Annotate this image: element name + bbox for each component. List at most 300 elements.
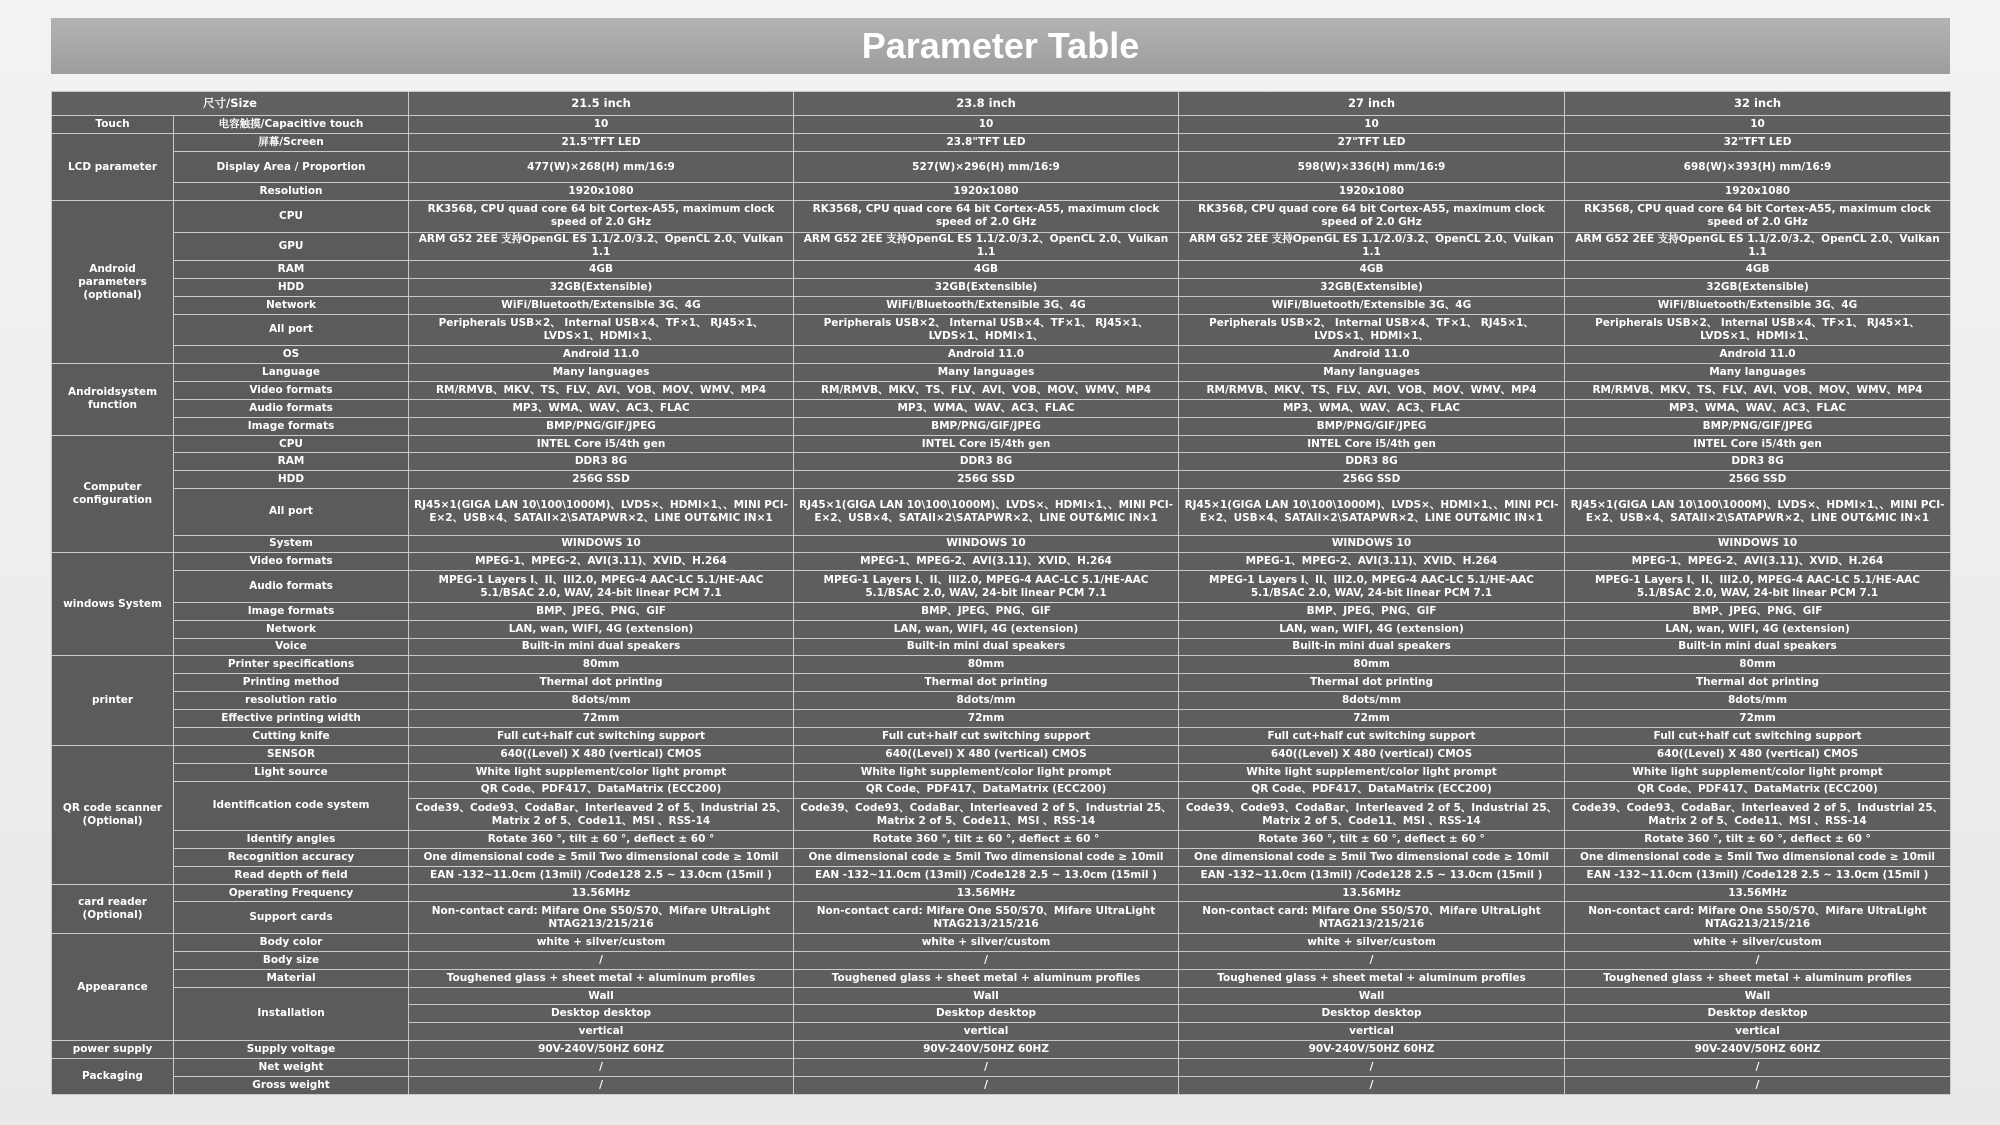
value-cell: Desktop desktop: [1565, 1005, 1951, 1023]
table-row: [52, 364, 1951, 382]
table-row: [52, 1059, 1951, 1077]
value-cell: MP3、WMA、WAV、AC3、FLAC: [409, 399, 794, 417]
table-row: [52, 830, 1951, 848]
value-cell: Wall: [409, 987, 794, 1005]
parameter-table-wrapper: [51, 91, 1950, 1095]
value-cell: vertical: [409, 1023, 794, 1041]
value-cell: WINDOWS 10: [1565, 535, 1951, 553]
category-cell: LCD parameter: [52, 133, 174, 200]
parameter-cell: Image formats: [174, 417, 409, 435]
value-cell: Peripherals USB×2、 Internal USB×4、TF×1、 RJ45×1、 LVDS×1、HDMI×1、: [1565, 314, 1951, 346]
value-cell: LAN, wan, WIFI, 4G (extension): [1565, 620, 1951, 638]
parameter-cell: System: [174, 535, 409, 553]
value-cell: ARM G52 2EE 支持OpenGL ES 1.1/2.0/3.2、OpenCL 2.0、Vulkan 1.1: [1179, 232, 1565, 260]
value-cell: Toughened glass + sheet metal + aluminum profiles: [794, 969, 1179, 987]
table-row: [52, 346, 1951, 364]
table-row: [52, 727, 1951, 745]
value-cell: Rotate 360 °, tilt ± 60 °, deflect ± 60 °: [409, 830, 794, 848]
value-cell: 1920x1080: [794, 183, 1179, 201]
value-cell: 80mm: [794, 656, 1179, 674]
value-cell: QR Code、PDF417、DataMatrix (ECC200): [1565, 781, 1951, 799]
parameter-cell: GPU: [174, 232, 409, 260]
value-cell: 256G SSD: [1565, 471, 1951, 489]
value-cell: Android 11.0: [794, 346, 1179, 364]
parameter-cell: 电容触摸/Capacitive touch: [174, 116, 409, 134]
table-row: [52, 987, 1951, 1005]
value-cell: 4GB: [794, 261, 1179, 279]
value-cell: white + silver/custom: [794, 933, 1179, 951]
table-row: [52, 1076, 1951, 1094]
table-row: [52, 674, 1951, 692]
table-row: [52, 692, 1951, 710]
value-cell: Rotate 360 °, tilt ± 60 °, deflect ± 60 °: [794, 830, 1179, 848]
value-cell: Android 11.0: [1179, 346, 1565, 364]
value-cell: Desktop desktop: [794, 1005, 1179, 1023]
value-cell: One dimensional code ≥ 5mil Two dimensional code ≥ 10mil: [1179, 848, 1565, 866]
value-cell: /: [409, 1076, 794, 1094]
table-row: [52, 381, 1951, 399]
value-cell: Many languages: [794, 364, 1179, 382]
value-cell: WINDOWS 10: [409, 535, 794, 553]
parameter-table: [51, 91, 1951, 1095]
value-cell: Full cut+half cut switching support: [794, 727, 1179, 745]
value-cell: /: [1179, 1059, 1565, 1077]
parameter-cell: CPU: [174, 201, 409, 233]
value-cell: WiFi/Bluetooth/Extensible 3G、4G: [409, 296, 794, 314]
value-cell: white + silver/custom: [1565, 933, 1951, 951]
parameter-cell: RAM: [174, 261, 409, 279]
table-row: [52, 745, 1951, 763]
size-column-header: 23.8 inch: [794, 92, 1179, 116]
parameter-cell: Image formats: [174, 602, 409, 620]
value-cell: white + silver/custom: [409, 933, 794, 951]
value-cell: white + silver/custom: [1179, 933, 1565, 951]
category-cell: Packaging: [52, 1059, 174, 1095]
value-cell: 32GB(Extensible): [794, 278, 1179, 296]
value-cell: Code39、Code93、CodaBar、Interleaved 2 of 5、Industrial 25、Matrix 2 of 5、Code11、MSI 、RSS-14: [409, 799, 794, 831]
parameter-cell: Gross weight: [174, 1076, 409, 1094]
table-row: [52, 116, 1951, 134]
value-cell: MP3、WMA、WAV、AC3、FLAC: [1179, 399, 1565, 417]
value-cell: 90V-240V/50HZ 60HZ: [1565, 1041, 1951, 1059]
category-cell: Touch: [52, 116, 174, 134]
value-cell: WiFi/Bluetooth/Extensible 3G、4G: [1565, 296, 1951, 314]
value-cell: Many languages: [1565, 364, 1951, 382]
value-cell: BMP、JPEG、PNG、GIF: [1565, 602, 1951, 620]
value-cell: ARM G52 2EE 支持OpenGL ES 1.1/2.0/3.2、OpenCL 2.0、Vulkan 1.1: [409, 232, 794, 260]
value-cell: DDR3 8G: [1179, 453, 1565, 471]
value-cell: MPEG-1、MPEG-2、AVI(3.11)、XVID、H.264: [409, 553, 794, 571]
value-cell: INTEL Core i5/4th gen: [794, 435, 1179, 453]
value-cell: Toughened glass + sheet metal + aluminum profiles: [1565, 969, 1951, 987]
table-row: [52, 151, 1951, 183]
parameter-cell: Support cards: [174, 902, 409, 934]
value-cell: BMP/PNG/GIF/JPEG: [1565, 417, 1951, 435]
value-cell: 10: [409, 116, 794, 134]
value-cell: 598(W)×336(H) mm/16:9: [1179, 151, 1565, 183]
table-row: [52, 1041, 1951, 1059]
parameter-cell: Cutting knife: [174, 727, 409, 745]
value-cell: INTEL Core i5/4th gen: [1179, 435, 1565, 453]
value-cell: 8dots/mm: [1565, 692, 1951, 710]
table-row: [52, 848, 1951, 866]
value-cell: INTEL Core i5/4th gen: [1565, 435, 1951, 453]
value-cell: 640((Level) X 480 (vertical) CMOS: [1179, 745, 1565, 763]
value-cell: 10: [1179, 116, 1565, 134]
value-cell: One dimensional code ≥ 5mil Two dimensional code ≥ 10mil: [1565, 848, 1951, 866]
size-column-header: 27 inch: [1179, 92, 1565, 116]
parameter-cell: Network: [174, 296, 409, 314]
value-cell: 477(W)×268(H) mm/16:9: [409, 151, 794, 183]
value-cell: MPEG-1 Layers I、II、III2.0, MPEG-4 AAC-LC 5.1/HE-AAC 5.1/BSAC 2.0, WAV, 24-bit linear PCM 7.1: [1179, 571, 1565, 603]
value-cell: 32GB(Extensible): [1179, 278, 1565, 296]
value-cell: Non-contact card: Mifare One S50/S70、Mifare UltraLight NTAG213/215/216: [1179, 902, 1565, 934]
category-cell: Appearance: [52, 933, 174, 1040]
parameter-cell: resolution ratio: [174, 692, 409, 710]
value-cell: vertical: [1179, 1023, 1565, 1041]
value-cell: vertical: [794, 1023, 1179, 1041]
value-cell: /: [1179, 951, 1565, 969]
table-row: [52, 183, 1951, 201]
value-cell: 32GB(Extensible): [409, 278, 794, 296]
value-cell: QR Code、PDF417、DataMatrix (ECC200): [794, 781, 1179, 799]
table-row: [52, 763, 1951, 781]
value-cell: Wall: [1179, 987, 1565, 1005]
table-row: [52, 232, 1951, 260]
value-cell: 21.5"TFT LED: [409, 133, 794, 151]
parameter-cell: Body size: [174, 951, 409, 969]
value-cell: Wall: [1565, 987, 1951, 1005]
value-cell: WiFi/Bluetooth/Extensible 3G、4G: [794, 296, 1179, 314]
value-cell: 527(W)×296(H) mm/16:9: [794, 151, 1179, 183]
value-cell: 13.56MHz: [409, 884, 794, 902]
value-cell: 8dots/mm: [794, 692, 1179, 710]
parameter-cell: HDD: [174, 278, 409, 296]
value-cell: Built-in mini dual speakers: [1179, 638, 1565, 656]
parameter-cell: Display Area / Proportion: [174, 151, 409, 183]
value-cell: MPEG-1、MPEG-2、AVI(3.11)、XVID、H.264: [794, 553, 1179, 571]
value-cell: Code39、Code93、CodaBar、Interleaved 2 of 5、Industrial 25、Matrix 2 of 5、Code11、MSI 、RSS-14: [794, 799, 1179, 831]
category-cell: card reader (Optional): [52, 884, 174, 933]
value-cell: LAN, wan, WIFI, 4G (extension): [1179, 620, 1565, 638]
value-cell: /: [1179, 1076, 1565, 1094]
value-cell: DDR3 8G: [1565, 453, 1951, 471]
parameter-cell: Effective printing width: [174, 710, 409, 728]
parameter-cell: Video formats: [174, 381, 409, 399]
value-cell: Toughened glass + sheet metal + aluminum profiles: [409, 969, 794, 987]
value-cell: 8dots/mm: [1179, 692, 1565, 710]
table-row: [52, 884, 1951, 902]
header-row: [52, 92, 1951, 116]
value-cell: Built-in mini dual speakers: [1565, 638, 1951, 656]
size-column-header: 21.5 inch: [409, 92, 794, 116]
parameter-cell: All port: [174, 489, 409, 535]
value-cell: RM/RMVB、MKV、TS、FLV、AVI、VOB、MOV、WMV、MP4: [409, 381, 794, 399]
value-cell: 10: [1565, 116, 1951, 134]
value-cell: 256G SSD: [409, 471, 794, 489]
value-cell: DDR3 8G: [409, 453, 794, 471]
parameter-cell: Network: [174, 620, 409, 638]
value-cell: BMP/PNG/GIF/JPEG: [1179, 417, 1565, 435]
value-cell: RK3568, CPU quad core 64 bit Cortex-A55, maximum clock speed of 2.0 GHz: [409, 201, 794, 233]
parameter-cell: Printing method: [174, 674, 409, 692]
table-row: [52, 278, 1951, 296]
table-row: [52, 656, 1951, 674]
value-cell: White light supplement/color light prompt: [1565, 763, 1951, 781]
value-cell: RJ45×1(GIGA LAN 10\100\1000M)、LVDS×、HDMI×1、、MINI PCI-E×2、USB×4、SATAII×2\SATAPWR×2、LINE OUT&MIC IN×1: [1179, 489, 1565, 535]
value-cell: DDR3 8G: [794, 453, 1179, 471]
table-body: [52, 116, 1951, 1095]
parameter-cell: Recognition accuracy: [174, 848, 409, 866]
parameter-cell: Audio formats: [174, 571, 409, 603]
table-row: [52, 453, 1951, 471]
table-row: [52, 710, 1951, 728]
value-cell: 72mm: [794, 710, 1179, 728]
table-row: [52, 489, 1951, 535]
value-cell: 72mm: [1565, 710, 1951, 728]
value-cell: RJ45×1(GIGA LAN 10\100\1000M)、LVDS×、HDMI×1、、MINI PCI-E×2、USB×4、SATAII×2\SATAPWR×2、LINE OUT&MIC IN×1: [409, 489, 794, 535]
parameter-cell: All port: [174, 314, 409, 346]
value-cell: RM/RMVB、MKV、TS、FLV、AVI、VOB、MOV、WMV、MP4: [794, 381, 1179, 399]
value-cell: One dimensional code ≥ 5mil Two dimensional code ≥ 10mil: [409, 848, 794, 866]
value-cell: EAN -132~11.0cm (13mil) /Code128 2.5 ~ 13.0cm (15mil ): [794, 866, 1179, 884]
value-cell: White light supplement/color light prompt: [1179, 763, 1565, 781]
value-cell: Peripherals USB×2、 Internal USB×4、TF×1、 RJ45×1、 LVDS×1、HDMI×1、: [794, 314, 1179, 346]
value-cell: One dimensional code ≥ 5mil Two dimensional code ≥ 10mil: [794, 848, 1179, 866]
value-cell: /: [794, 951, 1179, 969]
table-row: [52, 638, 1951, 656]
parameter-cell: RAM: [174, 453, 409, 471]
value-cell: 256G SSD: [794, 471, 1179, 489]
value-cell: MP3、WMA、WAV、AC3、FLAC: [794, 399, 1179, 417]
category-cell: Android parameters (optional): [52, 201, 174, 364]
value-cell: RM/RMVB、MKV、TS、FLV、AVI、VOB、MOV、WMV、MP4: [1565, 381, 1951, 399]
size-column-header: 32 inch: [1565, 92, 1951, 116]
value-cell: MPEG-1、MPEG-2、AVI(3.11)、XVID、H.264: [1179, 553, 1565, 571]
value-cell: WINDOWS 10: [1179, 535, 1565, 553]
page-title: Parameter Table: [51, 18, 1950, 74]
value-cell: /: [794, 1059, 1179, 1077]
parameter-cell: 屏幕/Screen: [174, 133, 409, 151]
parameter-cell: Operating Frequency: [174, 884, 409, 902]
value-cell: 13.56MHz: [1179, 884, 1565, 902]
category-cell: windows System: [52, 553, 174, 656]
value-cell: 1920x1080: [1565, 183, 1951, 201]
value-cell: Non-contact card: Mifare One S50/S70、Mifare UltraLight NTAG213/215/216: [794, 902, 1179, 934]
value-cell: /: [1565, 951, 1951, 969]
value-cell: 72mm: [409, 710, 794, 728]
value-cell: MPEG-1、MPEG-2、AVI(3.11)、XVID、H.264: [1565, 553, 1951, 571]
value-cell: White light supplement/color light prompt: [794, 763, 1179, 781]
parameter-cell: Video formats: [174, 553, 409, 571]
value-cell: 80mm: [409, 656, 794, 674]
value-cell: 32GB(Extensible): [1565, 278, 1951, 296]
category-cell: power supply: [52, 1041, 174, 1059]
value-cell: Peripherals USB×2、 Internal USB×4、TF×1、 RJ45×1、 LVDS×1、HDMI×1、: [409, 314, 794, 346]
value-cell: Non-contact card: Mifare One S50/S70、Mifare UltraLight NTAG213/215/216: [409, 902, 794, 934]
category-cell: Computer configuration: [52, 435, 174, 553]
table-row: [52, 417, 1951, 435]
table-row: [52, 553, 1951, 571]
parameter-cell: Language: [174, 364, 409, 382]
value-cell: Built-in mini dual speakers: [794, 638, 1179, 656]
value-cell: 698(W)×393(H) mm/16:9: [1565, 151, 1951, 183]
parameter-cell: Read depth of field: [174, 866, 409, 884]
table-row: [52, 602, 1951, 620]
value-cell: 72mm: [1179, 710, 1565, 728]
category-cell: Androidsystem function: [52, 364, 174, 436]
table-row: [52, 866, 1951, 884]
value-cell: Toughened glass + sheet metal + aluminum profiles: [1179, 969, 1565, 987]
value-cell: RK3568, CPU quad core 64 bit Cortex-A55, maximum clock speed of 2.0 GHz: [1565, 201, 1951, 233]
parameter-cell: Voice: [174, 638, 409, 656]
value-cell: MPEG-1 Layers I、II、III2.0, MPEG-4 AAC-LC 5.1/HE-AAC 5.1/BSAC 2.0, WAV, 24-bit linear PCM 7.1: [794, 571, 1179, 603]
value-cell: Thermal dot printing: [1565, 674, 1951, 692]
value-cell: 90V-240V/50HZ 60HZ: [1179, 1041, 1565, 1059]
value-cell: 640((Level) X 480 (vertical) CMOS: [409, 745, 794, 763]
table-row: [52, 435, 1951, 453]
value-cell: 10: [794, 116, 1179, 134]
table-row: [52, 571, 1951, 603]
value-cell: 27"TFT LED: [1179, 133, 1565, 151]
value-cell: Code39、Code93、CodaBar、Interleaved 2 of 5、Industrial 25、Matrix 2 of 5、Code11、MSI 、RSS-14: [1179, 799, 1565, 831]
value-cell: MPEG-1 Layers I、II、III2.0, MPEG-4 AAC-LC 5.1/HE-AAC 5.1/BSAC 2.0, WAV, 24-bit linear PCM 7.1: [1565, 571, 1951, 603]
parameter-cell: CPU: [174, 435, 409, 453]
value-cell: 640((Level) X 480 (vertical) CMOS: [1565, 745, 1951, 763]
value-cell: vertical: [1565, 1023, 1951, 1041]
table-row: [52, 933, 1951, 951]
parameter-cell: HDD: [174, 471, 409, 489]
value-cell: BMP/PNG/GIF/JPEG: [794, 417, 1179, 435]
value-cell: BMP、JPEG、PNG、GIF: [794, 602, 1179, 620]
table-row: [52, 535, 1951, 553]
value-cell: 4GB: [1565, 261, 1951, 279]
value-cell: Peripherals USB×2、 Internal USB×4、TF×1、 RJ45×1、 LVDS×1、HDMI×1、: [1179, 314, 1565, 346]
value-cell: QR Code、PDF417、DataMatrix (ECC200): [1179, 781, 1565, 799]
value-cell: 256G SSD: [1179, 471, 1565, 489]
value-cell: Code39、Code93、CodaBar、Interleaved 2 of 5、Industrial 25、Matrix 2 of 5、Code11、MSI 、RSS-14: [1565, 799, 1951, 831]
value-cell: QR Code、PDF417、DataMatrix (ECC200): [409, 781, 794, 799]
parameter-cell: Supply voltage: [174, 1041, 409, 1059]
value-cell: Full cut+half cut switching support: [1179, 727, 1565, 745]
value-cell: Many languages: [1179, 364, 1565, 382]
table-row: [52, 133, 1951, 151]
value-cell: Thermal dot printing: [409, 674, 794, 692]
value-cell: RJ45×1(GIGA LAN 10\100\1000M)、LVDS×、HDMI×1、、MINI PCI-E×2、USB×4、SATAII×2\SATAPWR×2、LINE OUT&MIC IN×1: [794, 489, 1179, 535]
value-cell: ARM G52 2EE 支持OpenGL ES 1.1/2.0/3.2、OpenCL 2.0、Vulkan 1.1: [1565, 232, 1951, 260]
value-cell: Thermal dot printing: [794, 674, 1179, 692]
value-cell: RK3568, CPU quad core 64 bit Cortex-A55, maximum clock speed of 2.0 GHz: [794, 201, 1179, 233]
value-cell: Android 11.0: [1565, 346, 1951, 364]
table-row: [52, 620, 1951, 638]
parameter-cell: Identify angles: [174, 830, 409, 848]
value-cell: EAN -132~11.0cm (13mil) /Code128 2.5 ~ 13.0cm (15mil ): [409, 866, 794, 884]
value-cell: 80mm: [1179, 656, 1565, 674]
value-cell: Desktop desktop: [409, 1005, 794, 1023]
parameter-cell: Identification code system: [174, 781, 409, 830]
value-cell: Non-contact card: Mifare One S50/S70、Mifare UltraLight NTAG213/215/216: [1565, 902, 1951, 934]
parameter-cell: Material: [174, 969, 409, 987]
parameter-cell: Installation: [174, 987, 409, 1041]
parameter-cell: SENSOR: [174, 745, 409, 763]
value-cell: RJ45×1(GIGA LAN 10\100\1000M)、LVDS×、HDMI×1、、MINI PCI-E×2、USB×4、SATAII×2\SATAPWR×2、LINE OUT&MIC IN×1: [1565, 489, 1951, 535]
parameter-cell: Printer specifications: [174, 656, 409, 674]
value-cell: Many languages: [409, 364, 794, 382]
value-cell: Desktop desktop: [1179, 1005, 1565, 1023]
value-cell: BMP/PNG/GIF/JPEG: [409, 417, 794, 435]
table-row: [52, 399, 1951, 417]
value-cell: BMP、JPEG、PNG、GIF: [409, 602, 794, 620]
value-cell: 90V-240V/50HZ 60HZ: [794, 1041, 1179, 1059]
value-cell: RM/RMVB、MKV、TS、FLV、AVI、VOB、MOV、WMV、MP4: [1179, 381, 1565, 399]
value-cell: 80mm: [1565, 656, 1951, 674]
value-cell: BMP、JPEG、PNG、GIF: [1179, 602, 1565, 620]
value-cell: 8dots/mm: [409, 692, 794, 710]
value-cell: /: [794, 1076, 1179, 1094]
value-cell: White light supplement/color light prompt: [409, 763, 794, 781]
value-cell: ARM G52 2EE 支持OpenGL ES 1.1/2.0/3.2、OpenCL 2.0、Vulkan 1.1: [794, 232, 1179, 260]
value-cell: 1920x1080: [409, 183, 794, 201]
value-cell: Wall: [794, 987, 1179, 1005]
parameter-cell: Audio formats: [174, 399, 409, 417]
parameter-cell: Body color: [174, 933, 409, 951]
parameter-cell: OS: [174, 346, 409, 364]
table-row: [52, 201, 1951, 233]
value-cell: WiFi/Bluetooth/Extensible 3G、4G: [1179, 296, 1565, 314]
value-cell: 4GB: [1179, 261, 1565, 279]
value-cell: RK3568, CPU quad core 64 bit Cortex-A55, maximum clock speed of 2.0 GHz: [1179, 201, 1565, 233]
value-cell: 13.56MHz: [794, 884, 1179, 902]
table-row: [52, 296, 1951, 314]
value-cell: LAN, wan, WIFI, 4G (extension): [409, 620, 794, 638]
value-cell: 13.56MHz: [1565, 884, 1951, 902]
value-cell: 1920x1080: [1179, 183, 1565, 201]
value-cell: 640((Level) X 480 (vertical) CMOS: [794, 745, 1179, 763]
value-cell: 32"TFT LED: [1565, 133, 1951, 151]
value-cell: 23.8"TFT LED: [794, 133, 1179, 151]
value-cell: Rotate 360 °, tilt ± 60 °, deflect ± 60 °: [1179, 830, 1565, 848]
table-row: [52, 781, 1951, 799]
size-header: 尺寸/Size: [52, 92, 409, 116]
table-row: [52, 902, 1951, 934]
table-row: [52, 314, 1951, 346]
value-cell: Full cut+half cut switching support: [409, 727, 794, 745]
category-cell: printer: [52, 656, 174, 745]
value-cell: WINDOWS 10: [794, 535, 1179, 553]
value-cell: LAN, wan, WIFI, 4G (extension): [794, 620, 1179, 638]
value-cell: INTEL Core i5/4th gen: [409, 435, 794, 453]
value-cell: /: [1565, 1059, 1951, 1077]
value-cell: Android 11.0: [409, 346, 794, 364]
table-row: [52, 261, 1951, 279]
value-cell: Rotate 360 °, tilt ± 60 °, deflect ± 60 °: [1565, 830, 1951, 848]
value-cell: /: [1565, 1076, 1951, 1094]
parameter-cell: Resolution: [174, 183, 409, 201]
value-cell: Built-in mini dual speakers: [409, 638, 794, 656]
value-cell: EAN -132~11.0cm (13mil) /Code128 2.5 ~ 13.0cm (15mil ): [1565, 866, 1951, 884]
category-cell: QR code scanner (Optional): [52, 745, 174, 884]
value-cell: Full cut+half cut switching support: [1565, 727, 1951, 745]
value-cell: 90V-240V/50HZ 60HZ: [409, 1041, 794, 1059]
table-row: [52, 951, 1951, 969]
value-cell: 4GB: [409, 261, 794, 279]
value-cell: MP3、WMA、WAV、AC3、FLAC: [1565, 399, 1951, 417]
value-cell: MPEG-1 Layers I、II、III2.0, MPEG-4 AAC-LC 5.1/HE-AAC 5.1/BSAC 2.0, WAV, 24-bit linear PCM 7.1: [409, 571, 794, 603]
parameter-cell: Net weight: [174, 1059, 409, 1077]
table-row: [52, 969, 1951, 987]
table-row: [52, 471, 1951, 489]
value-cell: /: [409, 951, 794, 969]
